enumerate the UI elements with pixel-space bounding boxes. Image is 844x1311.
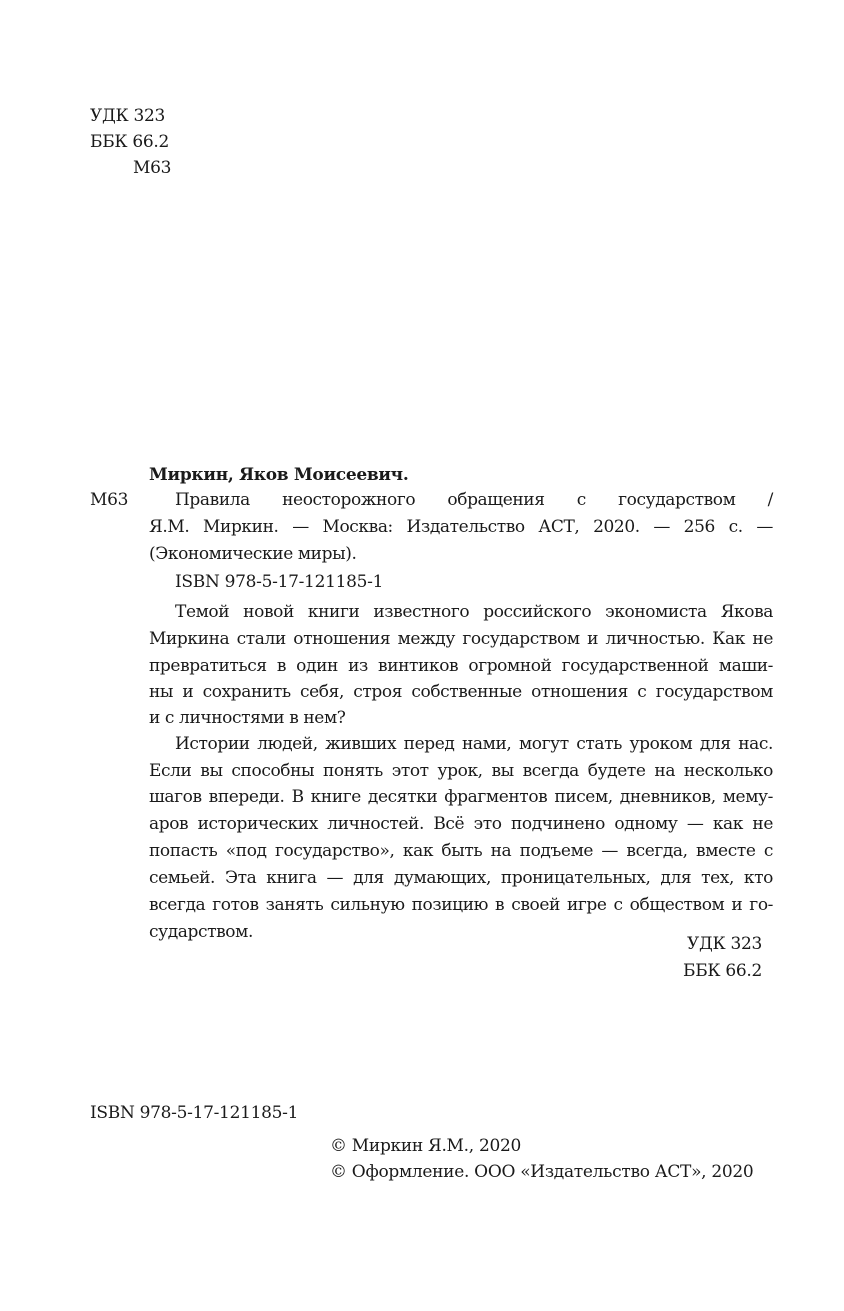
text-line: всегда готов занять сильную позицию в своей игре с обществом и го- [149, 895, 773, 915]
text-line: Истории людей, живших перед нами, могут стать уроком для нас. [175, 734, 773, 754]
text-line: превратиться в один из винтиков огромной государственной маши- [149, 656, 773, 676]
author-mark: М63 [133, 158, 172, 178]
bbk-code: ББК 66.2 [683, 961, 762, 981]
text-line: Если вы способны понять этот урок, вы всегда будете на несколько [149, 761, 773, 781]
bib-line: Правила неосторожного обращения с государством / [175, 490, 773, 510]
text-line: шагов впереди. В книге десятки фрагментов писем, дневников, мему- [149, 787, 773, 807]
author-heading: Миркин, Яков Моисеевич. [149, 465, 409, 485]
bbk-code: ББК 66.2 [90, 132, 169, 152]
text-line: семьей. Эта книга — для думающих, проницательных, для тех, кто [149, 868, 773, 888]
text-line: попасть «под государство», как быть на подъеме — всегда, вместе с [149, 841, 773, 861]
text-line: Темой новой книги известного российского экономиста Якова [175, 602, 773, 622]
text-line: аров исторических личностей. Всё это подчинено одному — как не [149, 814, 773, 834]
author-mark: М63 [90, 490, 129, 510]
udk-code: УДК 323 [686, 934, 762, 954]
text-line: Миркина стали отношения между государством и личностью. Как не [149, 629, 773, 649]
isbn: ISBN 978-5-17-121185-1 [175, 572, 384, 592]
bib-line: Я.М. Миркин. — Москва: Издательство АСТ, 2020. — 256 с. — [149, 517, 773, 537]
bib-line: (Экономические миры). [149, 544, 357, 564]
copyright-author: © Миркин Я.М., 2020 [330, 1136, 522, 1156]
text-line: и с личностями в нем? [149, 708, 346, 728]
text-line: ны и сохранить себя, строя собственные отношения с государством [149, 682, 773, 702]
text-line: сударством. [149, 922, 253, 942]
udk-code: УДК 323 [90, 106, 166, 126]
copyright-publisher: © Оформление. ООО «Издательство АСТ», 2020 [330, 1162, 754, 1182]
isbn: ISBN 978-5-17-121185-1 [90, 1103, 299, 1123]
